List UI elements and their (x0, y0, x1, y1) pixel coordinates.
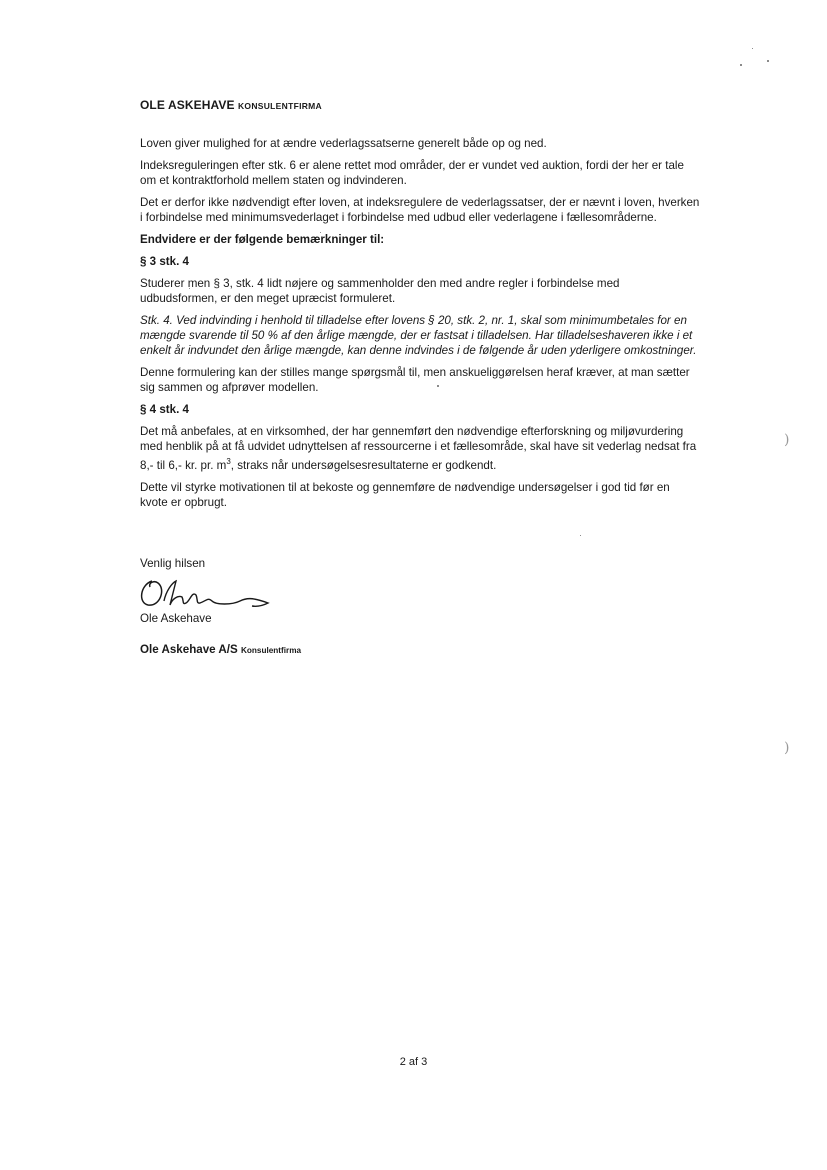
scan-mark: ) (784, 740, 790, 756)
letterhead-subtitle: KONSULENTFIRMA (237, 101, 322, 111)
signature-image (136, 577, 286, 611)
page-number: 2 af 3 (399, 1056, 428, 1068)
scan-speck (767, 60, 769, 62)
greeting: Venlig hilsen (140, 556, 206, 570)
letterhead (140, 98, 700, 114)
letterhead-name: OLE ASKEHAVE (140, 98, 235, 112)
paragraph-text: , straks når undersøgelsesresultaterne er godkendt. (230, 458, 497, 472)
scan-speck (752, 48, 753, 49)
scan-speck (740, 64, 742, 66)
section-heading: § 3 stk. 4 (140, 255, 189, 268)
letter-body (140, 98, 700, 658)
paragraph-text: Det må anbefales, at en virksomhed, der har gennemført den nødvendige efterforskning og miljøvurdering med henblik på at få udvidet udnyttelsen af ressourcerne i et fællesområde, skal have sit vederlag nedsat fra 8,- til 6,- kr. pr. m (140, 425, 697, 472)
quoted-law-text: Stk. 4. Ved indvinding i henhold til tilladelse efter lovens § 20, stk. 2, nr. 1, skal som minimumbetales for en mængde svarende til 50 % af den årlige mængde, der er fastsat i tilladelsen. Har tilladelseshaveren ikke i et enkelt år indvundet den årlige mængde, kan denne indvindes i de følgende år uden yderligere omkostninger. (140, 314, 697, 357)
closing-block (140, 556, 700, 658)
signer-name: Ole Askehave (140, 611, 212, 625)
remarks-heading: Endvidere er der følgende bemærkninger til: (140, 233, 385, 246)
paragraph: Indeksreguleringen efter stk. 6 er alene rettet mod områder, der er vundet ved auktion, fordi der her er tale om et kontraktforhold mellem staten og indvinderen. (140, 159, 684, 187)
company-name: Ole Askehave A/S (140, 642, 238, 656)
paragraph: Dette vil styrke motivationen til at bekoste og gennemføre de nødvendige undersøgelser i god tid før en kvote er opbrugt. (140, 480, 670, 509)
paragraph: Loven giver mulighed for at ændre vederlagssatserne generelt både op og ned. (140, 137, 547, 150)
company-subtitle: Konsulentfirma (240, 645, 302, 655)
company-signature-line (140, 642, 700, 658)
paragraph (140, 424, 700, 473)
superscript: 3 (226, 457, 231, 466)
paragraph: Studerer men § 3, stk. 4 lidt nøjere og sammenholder den med andre regler i forbindelse med udbudsformen, er den meget upræcist formuleret. (140, 277, 620, 305)
paragraph: Denne formulering kan der stilles mange spørgsmål til, men anskueliggørelsen heraf kræver, at man sætter sig sammen og afprøver modellen. (140, 366, 690, 394)
section-heading: § 4 stk. 4 (140, 403, 189, 416)
scan-mark: ) (784, 432, 790, 448)
paragraph: Det er derfor ikke nødvendigt efter loven, at indeksregulere de vederlagssatser, der er nævnt i loven, hverken i forbindelse med minimumsvederlaget i forbindelse med udbud eller vederlagene i fællesområderne. (140, 196, 700, 224)
